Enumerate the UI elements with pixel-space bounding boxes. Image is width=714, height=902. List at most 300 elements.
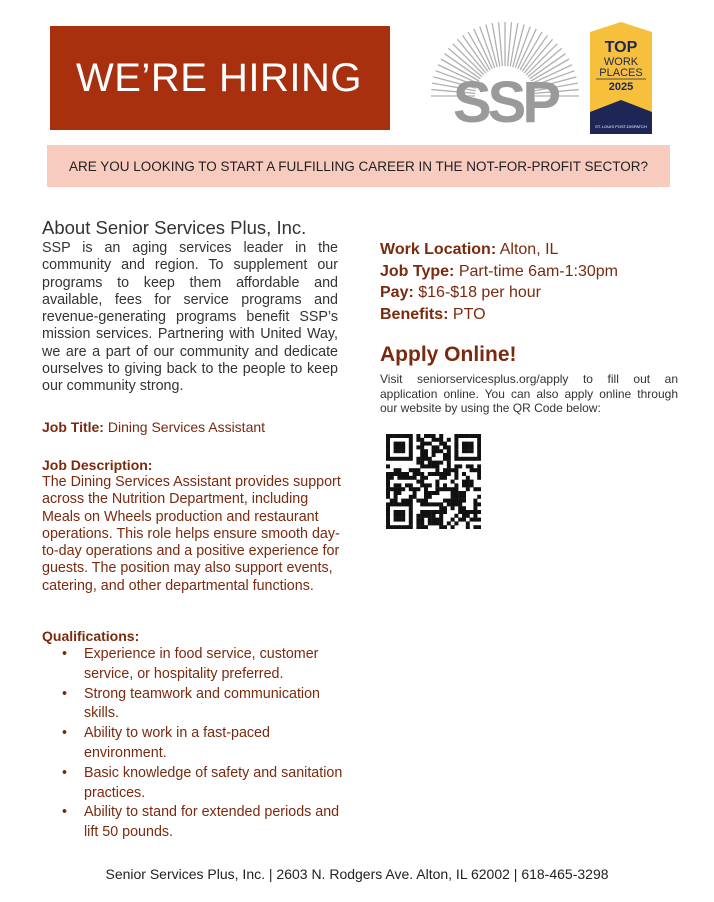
qr-module <box>401 434 405 438</box>
qr-module <box>462 442 466 446</box>
qr-module <box>473 502 477 506</box>
qr-module <box>447 461 451 465</box>
qr-module <box>428 461 432 465</box>
qr-module <box>439 461 443 465</box>
qr-module <box>454 521 458 525</box>
qr-module <box>477 445 481 449</box>
qr-module <box>454 483 458 487</box>
qr-module <box>413 487 417 491</box>
job-title <box>42 419 265 435</box>
qr-module <box>420 472 424 476</box>
qr-module <box>451 525 455 529</box>
qr-module <box>473 525 477 529</box>
fact-value: $16-$18 per hour <box>418 284 542 301</box>
qr-module <box>470 457 474 461</box>
qr-module <box>435 480 439 484</box>
qr-module <box>454 468 458 472</box>
qr-module <box>443 445 447 449</box>
qr-module <box>477 453 481 457</box>
qr-module <box>386 457 390 461</box>
qr-module <box>451 487 455 491</box>
qr-module <box>435 491 439 495</box>
qr-module <box>397 510 401 514</box>
qr-module <box>390 502 394 506</box>
qr-module <box>443 457 447 461</box>
qr-module <box>386 514 390 518</box>
qr-module <box>405 457 409 461</box>
qr-module <box>386 464 390 468</box>
qr-module <box>394 445 398 449</box>
fact-label: Work Location: <box>380 241 497 258</box>
qr-module <box>390 499 394 503</box>
qr-module <box>435 483 439 487</box>
qr-module <box>397 525 401 529</box>
qr-module <box>454 499 458 503</box>
qr-module <box>458 499 462 503</box>
fact-label: Pay: <box>380 284 414 301</box>
qr-module <box>401 445 405 449</box>
qr-module <box>428 442 432 446</box>
fact-benefits <box>380 304 618 326</box>
qr-module <box>454 464 458 468</box>
qr-module <box>409 510 413 514</box>
qr-module <box>432 510 436 514</box>
qr-module <box>451 495 455 499</box>
qr-module <box>424 434 428 438</box>
qr-module <box>420 502 424 506</box>
fact-label: Job Type: <box>380 262 455 280</box>
qr-module <box>424 514 428 518</box>
fact-job-type <box>380 261 618 283</box>
qr-module <box>409 525 413 529</box>
badge-top: TOP <box>604 39 638 56</box>
qr-module <box>435 468 439 472</box>
badge-places: PLACES <box>599 67 643 79</box>
qr-module <box>439 434 443 438</box>
qr-module <box>413 476 417 480</box>
qr-module <box>394 495 398 499</box>
qr-module <box>394 468 398 472</box>
qr-module <box>428 518 432 522</box>
qr-module <box>443 499 447 503</box>
qr-module <box>432 449 436 453</box>
qr-module <box>439 502 443 506</box>
qr-module <box>416 480 420 484</box>
qr-module <box>432 502 436 506</box>
qr-module <box>439 449 443 453</box>
hiring-title: WE’RE HIRING <box>76 55 362 100</box>
qr-module <box>420 510 424 514</box>
qr-module <box>401 487 405 491</box>
qr-module <box>443 453 447 457</box>
qr-module <box>394 525 398 529</box>
qr-module <box>435 449 439 453</box>
qr-module <box>454 442 458 446</box>
qr-module <box>397 502 401 506</box>
qr-module <box>428 495 432 499</box>
qr-module <box>443 525 447 529</box>
qr-module <box>397 483 401 487</box>
qr-module <box>458 510 462 514</box>
list-item: • Experience in food service, customer service, or hospitality preferred. <box>62 645 347 685</box>
qr-module <box>451 480 455 484</box>
qr-module <box>394 502 398 506</box>
qr-module <box>416 525 420 529</box>
qr-module <box>439 476 443 480</box>
qr-module <box>432 491 436 495</box>
qr-module <box>386 495 390 499</box>
qr-module <box>386 445 390 449</box>
qr-module <box>462 491 466 495</box>
qr-module <box>462 495 466 499</box>
qr-module <box>428 483 432 487</box>
qr-module <box>420 499 424 503</box>
qr-module <box>416 499 420 503</box>
qr-module <box>424 457 428 461</box>
qr-module <box>454 495 458 499</box>
fact-value: Part-time 6am-1:30pm <box>458 262 618 280</box>
qr-module <box>386 521 390 525</box>
qr-module <box>386 510 390 514</box>
qr-module <box>439 510 443 514</box>
qr-module <box>454 487 458 491</box>
qr-module <box>466 525 470 529</box>
qr-module <box>401 472 405 476</box>
fact-label: Benefits: <box>380 305 449 323</box>
qr-module <box>462 434 466 438</box>
qr-module <box>428 491 432 495</box>
qr-module <box>432 521 436 525</box>
qr-module <box>439 525 443 529</box>
qr-module <box>397 491 401 495</box>
qr-module <box>443 487 447 491</box>
qr-module <box>424 442 428 446</box>
qr-module <box>397 449 401 453</box>
qr-module <box>443 483 447 487</box>
about-heading: About Senior Services Plus, Inc. <box>42 217 307 238</box>
qr-module <box>432 453 436 457</box>
qr-module <box>447 499 451 503</box>
qr-module <box>416 514 420 518</box>
ssp-logo <box>430 18 580 130</box>
qr-module <box>451 491 455 495</box>
qr-module <box>386 449 390 453</box>
logo-text: SSP <box>452 70 558 130</box>
qr-module <box>420 442 424 446</box>
qr-module <box>428 502 432 506</box>
qr-module <box>435 445 439 449</box>
qr-module <box>477 457 481 461</box>
qr-module <box>432 472 436 476</box>
qr-module <box>394 472 398 476</box>
qr-module <box>462 480 466 484</box>
qr-module <box>466 476 470 480</box>
qr-module <box>413 468 417 472</box>
qr-module <box>386 506 390 510</box>
qr-module <box>424 453 428 457</box>
qr-module <box>447 472 451 476</box>
qr-module <box>451 499 455 503</box>
qr-module <box>466 483 470 487</box>
qr-module <box>435 487 439 491</box>
qr-module <box>405 502 409 506</box>
qr-module <box>470 434 474 438</box>
qr-module <box>420 464 424 468</box>
qr-module <box>470 518 474 522</box>
list-item: • Basic knowledge of safety and sanitation practices. <box>62 764 347 804</box>
qr-module <box>435 472 439 476</box>
qr-module <box>386 480 390 484</box>
qr-module <box>394 491 398 495</box>
qr-module <box>466 464 470 468</box>
qr-module <box>470 464 474 468</box>
qr-module <box>394 487 398 491</box>
qr-code[interactable] <box>386 434 481 529</box>
qr-module <box>435 464 439 468</box>
qr-module <box>477 442 481 446</box>
qr-module <box>428 472 432 476</box>
qr-module <box>451 506 455 510</box>
qr-module <box>420 483 424 487</box>
qr-module <box>439 438 443 442</box>
qr-module <box>397 445 401 449</box>
qr-module <box>424 491 428 495</box>
about-body: SSP is an aging services leader in the community and region. To supplement our programs to keep them affordable and available, fees for service programs and revenue-generating programs benefit SSP’s mission services. Partnering with United Way, we are a part of our community and dedicate ourselves to giving back to the people to keep our community strong. <box>42 240 338 395</box>
qr-module <box>394 442 398 446</box>
qr-module <box>439 472 443 476</box>
qr-module <box>473 510 477 514</box>
qr-module <box>397 468 401 472</box>
qr-module <box>454 457 458 461</box>
qr-module <box>405 476 409 480</box>
qr-module <box>409 521 413 525</box>
qr-module <box>394 434 398 438</box>
qr-module <box>443 472 447 476</box>
qr-module <box>477 438 481 442</box>
top-workplaces-badge <box>590 22 652 134</box>
qr-module <box>435 521 439 525</box>
qr-module <box>424 510 428 514</box>
qr-module <box>473 518 477 522</box>
qr-module <box>466 487 470 491</box>
qr-module <box>424 495 428 499</box>
qr-module <box>409 514 413 518</box>
qr-module <box>416 518 420 522</box>
qr-module <box>386 487 390 491</box>
qr-module <box>439 514 443 518</box>
qr-module <box>386 483 390 487</box>
qr-module <box>397 487 401 491</box>
qr-module <box>466 510 470 514</box>
qr-module <box>416 461 420 465</box>
qr-module <box>462 472 466 476</box>
qr-module <box>401 518 405 522</box>
qr-module <box>386 525 390 529</box>
qr-module <box>416 445 420 449</box>
qr-module <box>451 518 455 522</box>
qr-module <box>390 487 394 491</box>
qr-module <box>458 506 462 510</box>
qr-module <box>424 476 428 480</box>
qr-module <box>439 506 443 510</box>
qr-module <box>428 514 432 518</box>
qr-module <box>409 449 413 453</box>
qr-module <box>462 457 466 461</box>
apply-heading: Apply Online! <box>380 343 517 366</box>
list-item: • Strong teamwork and communication skills. <box>62 685 347 725</box>
qr-module <box>451 468 455 472</box>
qr-module <box>447 464 451 468</box>
qr-module <box>447 521 451 525</box>
qr-module <box>416 521 420 525</box>
qr-module <box>401 525 405 529</box>
qr-module <box>397 442 401 446</box>
qr-module <box>409 438 413 442</box>
qr-module <box>477 487 481 491</box>
qr-module <box>462 510 466 514</box>
qr-module <box>397 518 401 522</box>
qr-module <box>416 457 420 461</box>
qr-module <box>439 521 443 525</box>
qr-module <box>454 491 458 495</box>
qr-module <box>439 442 443 446</box>
qr-module <box>394 518 398 522</box>
qr-module <box>458 495 462 499</box>
qr-module <box>454 434 458 438</box>
qr-module <box>409 468 413 472</box>
qr-module <box>401 476 405 480</box>
qr-module <box>462 445 466 449</box>
qr-module <box>409 502 413 506</box>
qr-module <box>420 445 424 449</box>
qr-module <box>409 499 413 503</box>
qr-module <box>401 502 405 506</box>
qr-module <box>416 434 420 438</box>
qr-module <box>420 457 424 461</box>
qr-module <box>473 487 477 491</box>
qr-module <box>454 445 458 449</box>
list-item: • Ability to work in a fast-paced environment. <box>62 724 347 764</box>
qr-module <box>409 476 413 480</box>
qr-module <box>477 476 481 480</box>
qr-module <box>413 495 417 499</box>
qr-module <box>470 480 474 484</box>
qr-module <box>473 457 477 461</box>
qr-module <box>466 514 470 518</box>
qr-module <box>439 518 443 522</box>
qr-module <box>447 449 451 453</box>
fact-work-location <box>380 239 618 261</box>
qr-module <box>462 499 466 503</box>
qr-module <box>443 468 447 472</box>
qr-module <box>462 506 466 510</box>
job-title-value: Dining Services Assistant <box>107 419 266 435</box>
qr-module <box>413 491 417 495</box>
question-banner <box>47 145 670 187</box>
qualifications-heading: Qualifications: <box>42 628 140 644</box>
qr-module <box>401 514 405 518</box>
qr-module <box>477 449 481 453</box>
list-item: • Ability to stand for extended periods and lift 50 pounds. <box>62 803 347 843</box>
qr-module <box>386 491 390 495</box>
qr-module <box>405 483 409 487</box>
fact-pay <box>380 282 618 304</box>
qr-module <box>477 472 481 476</box>
job-title-label: Job Title: <box>42 419 104 435</box>
qr-module <box>432 445 436 449</box>
qr-module <box>447 438 451 442</box>
badge-work: WORK <box>603 56 639 68</box>
qr-module <box>466 434 470 438</box>
qr-module <box>458 464 462 468</box>
qr-module <box>401 499 405 503</box>
qr-module <box>386 518 390 522</box>
qr-module <box>470 468 474 472</box>
qr-module <box>394 449 398 453</box>
qr-module <box>409 495 413 499</box>
qr-module <box>413 472 417 476</box>
job-description-body: The Dining Services Assistant provides support across the Nutrition Department, including Meals on Wheels production and restaurant operations. This role helps ensure smooth day-to-day operations and a positive experience for guests. The position may also support events, catering, and other departmental functions. <box>42 474 341 594</box>
qr-module <box>409 483 413 487</box>
qr-module <box>428 457 432 461</box>
qr-module <box>401 449 405 453</box>
qr-module <box>466 457 470 461</box>
job-facts <box>380 239 618 325</box>
qr-module <box>473 499 477 503</box>
qr-module <box>477 502 481 506</box>
qr-module <box>462 518 466 522</box>
qr-module <box>477 525 481 529</box>
qr-module <box>462 483 466 487</box>
qr-module <box>420 518 424 522</box>
qr-module <box>462 514 466 518</box>
qr-module <box>447 453 451 457</box>
qr-module <box>424 464 428 468</box>
qr-module <box>424 502 428 506</box>
qr-module <box>443 510 447 514</box>
qr-module <box>394 483 398 487</box>
qr-module <box>443 506 447 510</box>
qr-module <box>477 510 481 514</box>
qr-module <box>470 442 474 446</box>
qr-module <box>458 457 462 461</box>
qr-module <box>409 442 413 446</box>
qr-module <box>447 445 451 449</box>
qr-module <box>420 449 424 453</box>
qr-module <box>451 502 455 506</box>
qr-module <box>454 453 458 457</box>
qr-module <box>397 514 401 518</box>
qr-module <box>397 476 401 480</box>
qr-module <box>432 518 436 522</box>
qr-module <box>420 438 424 442</box>
qr-module <box>443 442 447 446</box>
qr-module <box>394 514 398 518</box>
qr-module <box>390 457 394 461</box>
qr-module <box>477 464 481 468</box>
qr-module <box>397 434 401 438</box>
qr-module <box>386 438 390 442</box>
fact-value: Alton, IL <box>499 241 559 258</box>
qr-module <box>466 442 470 446</box>
qr-module <box>458 502 462 506</box>
qr-module <box>432 514 436 518</box>
qr-module <box>435 438 439 442</box>
apply-body: Visit seniorservicesplus.org/apply to fill out an application online. You can also apply online through our website by using the QR Code below: <box>380 372 678 416</box>
qr-module <box>401 510 405 514</box>
qr-module <box>390 434 394 438</box>
qr-module <box>428 434 432 438</box>
